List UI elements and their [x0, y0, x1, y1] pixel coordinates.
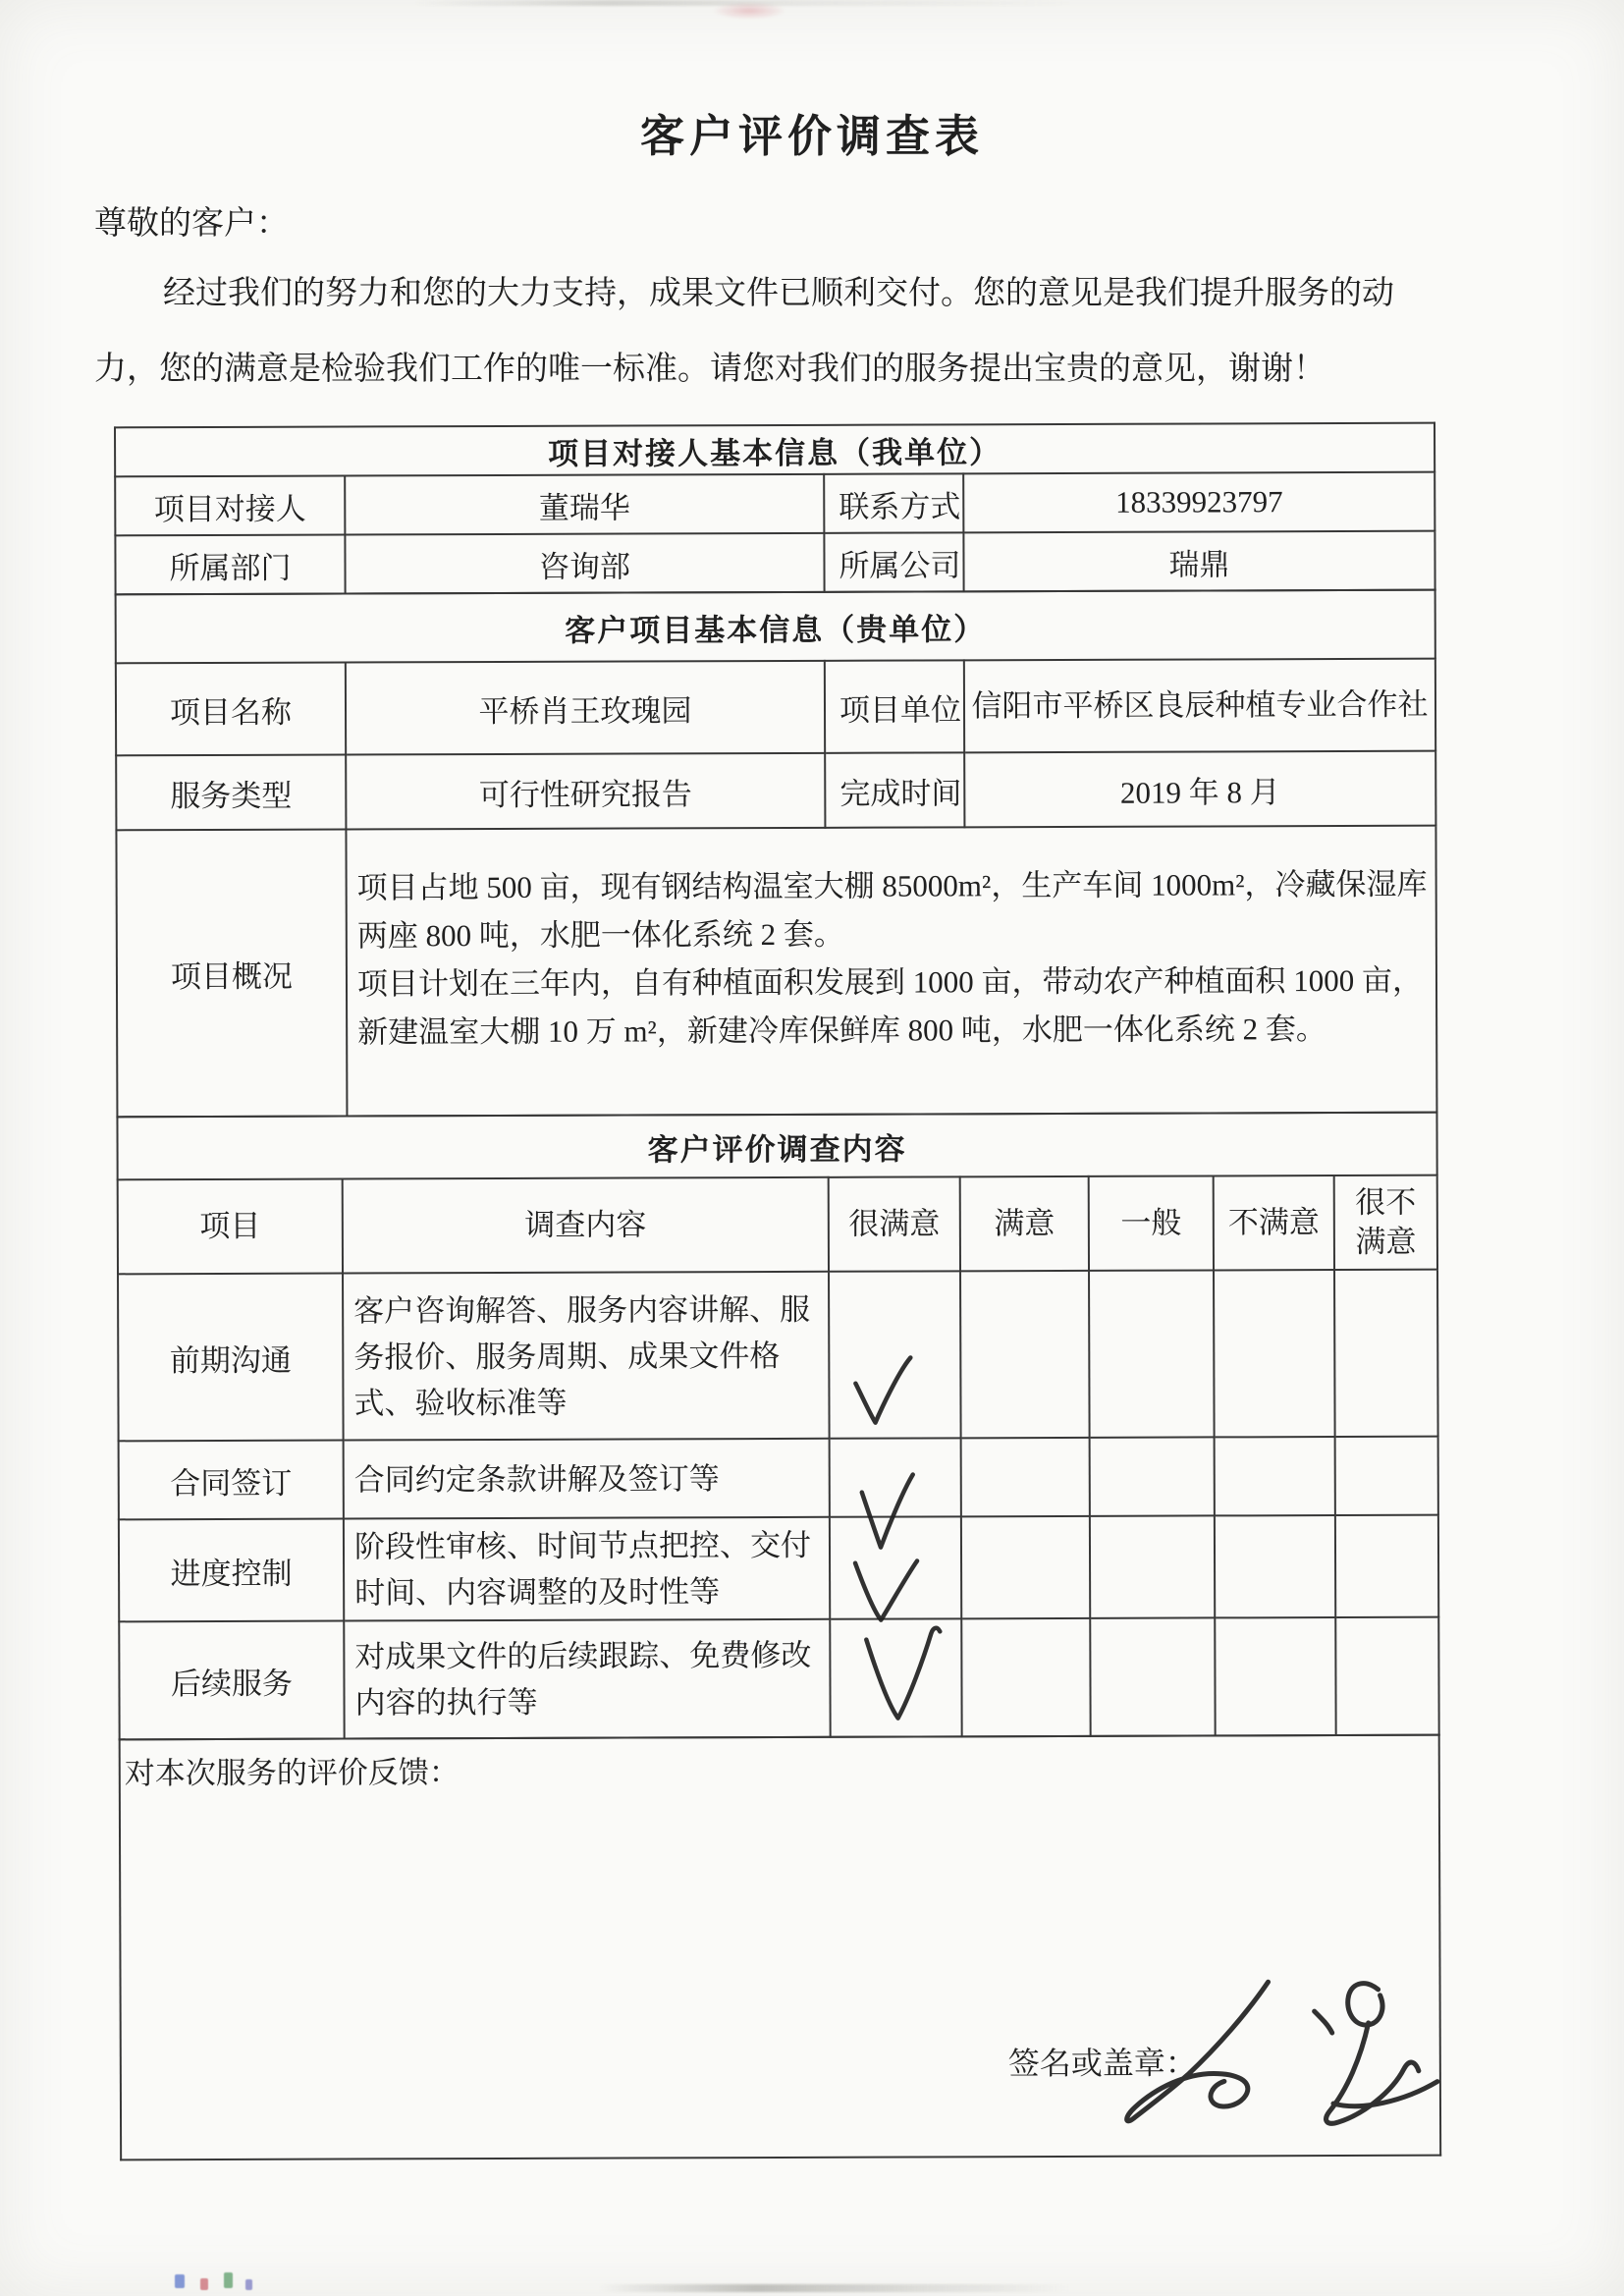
completion-time-value: 2019 年 8 月 — [964, 751, 1435, 828]
survey-row-followup — [119, 1617, 1438, 1740]
column-header-very-satisfied: 很满意 — [829, 1176, 960, 1271]
project-info-table — [115, 589, 1438, 1119]
rating-cell-dissatisfied — [1215, 1437, 1335, 1515]
feedback-label: 对本次服务的评价反馈： — [124, 1755, 460, 1791]
phone-value: 18339923797 — [963, 472, 1435, 533]
survey-row-progress — [119, 1515, 1438, 1622]
color-speck-artifact — [224, 2272, 233, 2288]
signature-label: 签名或盖章： — [1007, 2045, 1197, 2082]
scan-noise-bottom — [599, 2284, 1070, 2292]
column-header-content: 调查内容 — [343, 1177, 829, 1274]
column-header-item: 项目 — [118, 1179, 343, 1275]
survey-item-label: 合同签订 — [119, 1441, 344, 1520]
rating-cell-neutral — [1089, 1270, 1215, 1437]
rating-cell-very-satisfied — [830, 1516, 961, 1618]
project-name-value: 平桥肖王玫瑰园 — [346, 661, 825, 755]
rating-cell-very-satisfied — [830, 1438, 961, 1516]
survey-item-content: 对成果文件的后续跟踪、免费修改内容的执行等 — [344, 1619, 830, 1739]
column-header-very-dissatisfied: 很不满意 — [1334, 1175, 1437, 1270]
rating-cell-very-satisfied — [830, 1618, 961, 1736]
completion-time-label: 完成时间 — [825, 752, 964, 827]
project-name-label: 项目名称 — [116, 663, 346, 756]
contact-person-value: 董瑞华 — [345, 474, 824, 535]
rating-cell-satisfied — [961, 1516, 1090, 1618]
rating-cell-very-dissatisfied — [1334, 1270, 1438, 1437]
column-header-satisfied: 满意 — [960, 1176, 1089, 1271]
survey-item-label: 前期沟通 — [118, 1274, 344, 1442]
feedback-area — [120, 1735, 1440, 2160]
rating-cell-satisfied — [961, 1618, 1090, 1736]
department-label: 所属部门 — [115, 535, 345, 595]
feedback-table — [119, 1734, 1441, 2161]
project-unit-label: 项目单位 — [825, 660, 964, 752]
rating-cell-dissatisfied — [1214, 1270, 1335, 1437]
form-table — [114, 422, 1439, 2161]
rating-cell-satisfied — [960, 1271, 1090, 1438]
rating-cell-dissatisfied — [1215, 1515, 1335, 1617]
color-speck-artifact — [200, 2278, 208, 2290]
survey-table — [116, 1112, 1439, 1741]
service-type-label: 服务类型 — [116, 755, 346, 831]
survey-item-content: 合同约定条款讲解及签订等 — [344, 1439, 830, 1519]
color-speck-artifact — [245, 2279, 252, 2290]
department-value: 咨询部 — [345, 533, 824, 594]
column-header-neutral: 一般 — [1089, 1175, 1214, 1270]
survey-row-presale — [118, 1270, 1438, 1442]
rating-cell-neutral — [1090, 1617, 1215, 1735]
intro-line-1: 经过我们的努力和您的大力支持，成果文件已顺利交付。您的意见是我们提升服务的动 — [163, 276, 1394, 311]
survey-item-content: 阶段性审核、时间节点把控、交付时间、内容调整的及时性等 — [344, 1517, 830, 1621]
company-value: 瑞鼎 — [963, 531, 1435, 592]
service-type-value: 可行性研究报告 — [346, 753, 825, 830]
survey-item-content: 客户咨询解答、服务内容讲解、服务报价、服务周期、成果文件格式、验收标准等 — [343, 1272, 830, 1441]
rating-cell-very-dissatisfied — [1335, 1515, 1438, 1617]
rating-cell-neutral — [1090, 1515, 1215, 1617]
survey-item-label: 进度控制 — [119, 1519, 344, 1622]
column-header-dissatisfied: 不满意 — [1214, 1175, 1334, 1270]
section-header-survey: 客户评价调查内容 — [117, 1113, 1436, 1180]
phone-label: 联系方式 — [824, 473, 963, 532]
project-overview-text — [346, 826, 1436, 1117]
rating-cell-very-dissatisfied — [1335, 1617, 1438, 1735]
overview-paragraph-1: 项目占地 500 亩，现有钢结构温室大棚 85000m²，生产车间 1000m²，冷藏保湿库两座 800 吨，水肥一体化系统 2 套。 — [356, 866, 1428, 954]
pink-smudge-artifact — [712, 2, 786, 20]
rating-cell-very-dissatisfied — [1335, 1437, 1438, 1515]
color-speck-artifact — [175, 2274, 185, 2288]
rating-cell-satisfied — [961, 1438, 1090, 1516]
company-label: 所属公司 — [824, 532, 963, 591]
overview-paragraph-2: 项目计划在三年内，自有种植面积发展到 1000 亩，带动农产种植面积 1000 亩，新建温室大棚 10 万 m²，新建冷库保鲜库 800 吨，水肥一体化系统 2 套。 — [356, 962, 1424, 1050]
section-header-contact: 项目对接人基本信息（我单位） — [115, 423, 1435, 477]
rating-cell-dissatisfied — [1215, 1617, 1335, 1735]
section-header-project: 客户项目基本信息（贵单位） — [116, 590, 1435, 664]
intro-line-2: 力，您的满意是检验我们工作的唯一标准。请您对我们的服务提出宝贵的意见，谢谢！ — [94, 352, 1326, 387]
survey-row-contract — [119, 1437, 1438, 1520]
page-title: 客户评价调查表 — [639, 112, 984, 161]
rating-cell-very-satisfied — [829, 1271, 961, 1438]
rating-cell-neutral — [1090, 1437, 1215, 1515]
project-overview-label: 项目概况 — [116, 830, 347, 1118]
salutation: 尊敬的客户： — [94, 206, 289, 242]
contact-person-label: 项目对接人 — [115, 476, 345, 536]
survey-item-label: 后续服务 — [119, 1621, 344, 1740]
project-unit-value: 信阳市平桥区良辰种植专业合作社 — [964, 659, 1435, 753]
contact-info-table — [114, 422, 1436, 596]
